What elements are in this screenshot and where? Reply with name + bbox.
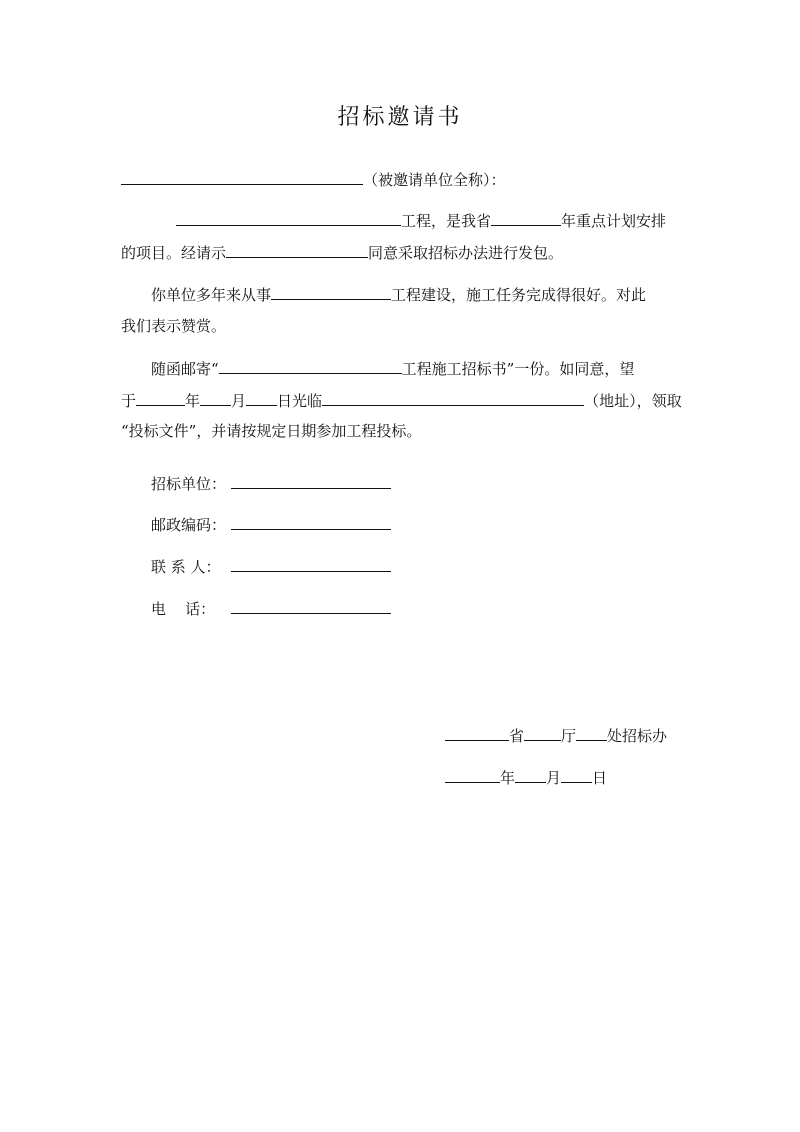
sig-day: 日 (592, 769, 608, 787)
contact-unit-blank[interactable] (231, 470, 391, 489)
invitee-line (121, 166, 506, 192)
para3-month: 月 (231, 392, 247, 410)
para3-line2 (121, 387, 682, 413)
sig-department-blank[interactable] (524, 722, 561, 741)
para2-line2 (121, 313, 226, 339)
contact-person-blank[interactable] (231, 553, 391, 572)
contact-unit-row (151, 470, 391, 496)
para2-text2: 工程建设，施工任务完成得很好。对此 (391, 286, 647, 304)
visit-year-blank[interactable] (136, 387, 185, 406)
sig-month-blank[interactable] (515, 764, 546, 783)
para3-line1 (151, 355, 634, 381)
project-name-blank[interactable] (176, 207, 401, 226)
contact-postcode-row (151, 511, 391, 537)
para1-text2: 年重点计划安排 (561, 212, 667, 230)
para3-text3: 于 (121, 392, 137, 410)
para3-year: 年 (185, 392, 201, 410)
para1-text1: 工程，是我省 (401, 212, 492, 230)
sig-year-blank[interactable] (445, 764, 500, 783)
invitee-label: （被邀请单位全称）： (363, 171, 506, 189)
para2-line1 (151, 281, 646, 307)
sig-office-blank[interactable] (576, 722, 607, 741)
para3-line3 (121, 418, 421, 444)
contact-person-row (151, 553, 391, 579)
para1-text3: 的项目。经请示 (121, 244, 227, 262)
address-blank[interactable] (322, 387, 584, 406)
sig-department: 厅 (561, 727, 577, 745)
para3-text6: “投标文件”，并请按规定日期参加工程投标。 (121, 422, 422, 440)
para3-text2: 工程施工招标书”一份。如同意，望 (401, 360, 635, 378)
contact-phone-blank[interactable] (231, 595, 391, 614)
visit-day-blank[interactable] (246, 387, 277, 406)
para3-text1: 随函邮寄“ (151, 360, 219, 378)
contact-phone-label: 电 话： (151, 600, 216, 618)
invitee-name-blank[interactable] (121, 166, 363, 185)
para1-line2 (121, 239, 563, 265)
document-title: 招标邀请书 (337, 105, 463, 130)
para2-text3: 我们表示赞赏。 (121, 317, 227, 335)
sig-province-blank[interactable] (445, 722, 509, 741)
sig-year: 年 (500, 769, 516, 787)
para1-line1 (176, 207, 666, 233)
signature-date-line (445, 764, 607, 790)
sig-day-blank[interactable] (561, 764, 592, 783)
para3-text5: （地址），领取 (584, 392, 682, 410)
sig-month: 月 (546, 769, 562, 787)
sig-province: 省 (509, 727, 525, 745)
contact-phone-row (151, 595, 391, 621)
sig-office: 处招标办 (607, 727, 668, 745)
contact-postcode-label: 邮政编码： (151, 516, 227, 534)
approver-blank[interactable] (226, 239, 368, 258)
contact-unit-label: 招标单位： (151, 475, 227, 493)
contact-person-label: 联 系 人： (151, 558, 221, 576)
para1-text4: 同意采取招标办法进行发包。 (368, 244, 564, 262)
plan-year-blank[interactable] (491, 207, 561, 226)
visit-month-blank[interactable] (200, 387, 231, 406)
work-type-blank[interactable] (271, 281, 391, 300)
tender-project-blank[interactable] (219, 355, 402, 374)
signature-issuer-line (445, 722, 667, 748)
para3-text4: 日光临 (277, 392, 323, 410)
contact-postcode-blank[interactable] (231, 511, 391, 530)
para2-text1: 你单位多年来从事 (151, 286, 272, 304)
